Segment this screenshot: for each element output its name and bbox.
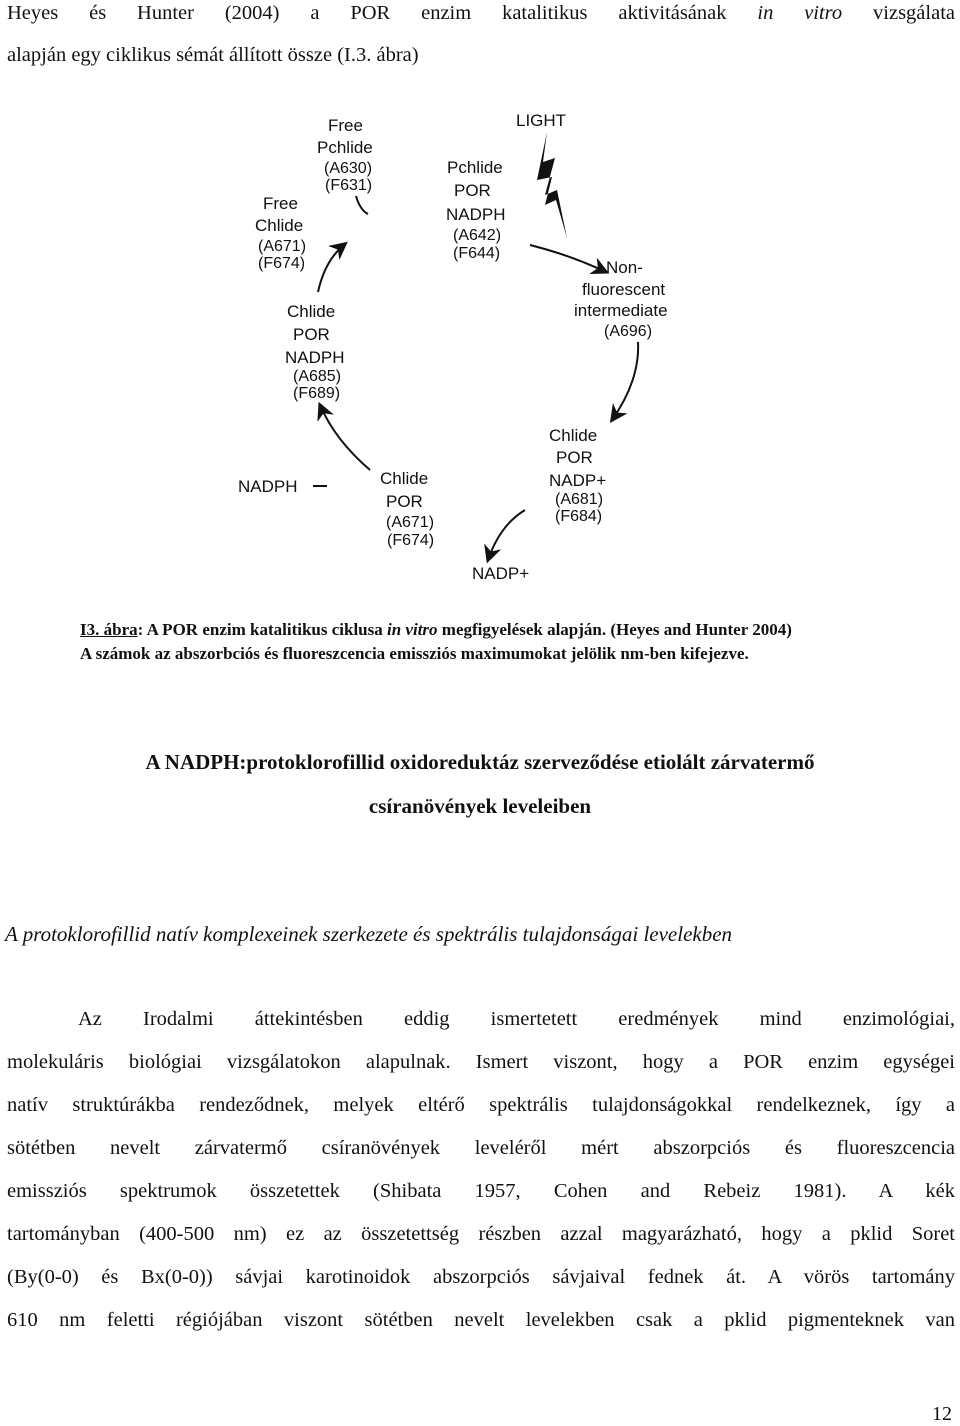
caption-text: : A POR enzim katalitikus ciklusa	[137, 620, 387, 639]
light-label: LIGHT	[516, 111, 567, 130]
svg-text:(A681): (A681)	[555, 491, 604, 508]
svg-text:intermediate: intermediate	[574, 301, 668, 320]
svg-text:(F674): (F674)	[387, 532, 435, 549]
svg-text:(A642): (A642)	[453, 227, 502, 244]
caption-emphasis: in vitro	[387, 620, 438, 639]
svg-text:(F631): (F631)	[325, 177, 373, 194]
body-line: Az Irodalmi áttekintésben eddig ismertetett eredmények mind enzimológiai,	[78, 1008, 955, 1030]
caption-text: megfigyelések alapján. (Heyes and Hunter 2004)	[437, 620, 792, 639]
arrow-to-intermediate-icon	[530, 245, 606, 272]
svg-text:POR: POR	[556, 448, 593, 467]
svg-text:Chlide: Chlide	[287, 302, 336, 321]
svg-text:Non-: Non-	[606, 258, 643, 277]
body-line: 610 nm feletti régiójában viszont sötétben nevelt levelekben csak a pklid pigmenteknek van	[7, 1309, 955, 1331]
light-bolt-icon	[537, 132, 567, 238]
body-line: sötétben nevelt zárvatermő csíranövények leveléről mért abszorpciós és fluoreszcencia	[7, 1137, 955, 1159]
svg-text:(F689): (F689)	[293, 385, 341, 402]
svg-text:(A671): (A671)	[386, 514, 435, 531]
svg-text:(A630): (A630)	[324, 160, 373, 177]
svg-text:NADPH: NADPH	[285, 348, 345, 367]
svg-text:Chlide: Chlide	[380, 469, 429, 488]
svg-text:(A696): (A696)	[604, 323, 653, 340]
section-heading-line-1: A NADPH:protoklorofillid oxidoreduktáz szerveződése etiolált zárvatermő	[145, 750, 815, 774]
svg-text:fluorescent: fluorescent	[582, 280, 666, 299]
svg-text:(F644): (F644)	[453, 245, 501, 262]
figure-caption-line-2: A számok az abszorbciós és fluoreszcencia emissziós maximumokat jelölik nm-ben kifejezve.	[80, 644, 749, 663]
svg-text:Pchlide: Pchlide	[447, 158, 503, 177]
arrow-to-chlide-nadp-icon	[612, 342, 638, 420]
body-line: natív struktúrákba rendeződnek, melyek eltérő spektrális tulajdonságokkal rendelkeznek, így a	[7, 1094, 955, 1116]
svg-text:(F684): (F684)	[555, 508, 603, 525]
svg-text:Chlide: Chlide	[255, 216, 304, 235]
intro-text: vizsgálata	[842, 2, 955, 24]
figure-caption-line-1	[80, 620, 792, 640]
svg-text:NADPH: NADPH	[446, 205, 506, 224]
svg-text:(A685): (A685)	[293, 368, 342, 385]
figure-label: I3. ábra	[80, 620, 138, 639]
intro-emphasis: in vitro	[757, 2, 843, 24]
chlide-por-nadp-node	[549, 426, 606, 525]
intro-text: Heyes és Hunter (2004) a POR enzim katalitikus aktivitásának	[7, 2, 758, 24]
por-cycle-diagram	[0, 0, 960, 600]
arrow-chlide-release-icon	[318, 244, 345, 292]
section-heading-line-2: csíranövények leveleiben	[368, 794, 592, 818]
body-line: tartományban (400-500 nm) ez az összetettség részben azzal magyarázható, hogy a pklid Soret	[7, 1223, 955, 1245]
chlide-por-nadph-node	[285, 302, 345, 402]
nadp-output-label: NADP+	[472, 564, 530, 583]
arrow-free-pchlide-to-pchlide	[356, 196, 368, 214]
body-line: (By(0-0) és Bx(0-0)) sávjai karotinoidok abszorpciós sávjaival fednek át. A vörös tartomány	[7, 1266, 955, 1288]
free-chlide-node	[255, 194, 306, 272]
svg-text:Free: Free	[263, 194, 298, 213]
chlide-por-node	[380, 469, 434, 549]
svg-text:POR: POR	[293, 325, 330, 344]
svg-text:Free: Free	[328, 116, 363, 135]
nadph-input-label: NADPH	[238, 477, 298, 496]
svg-text:Chlide: Chlide	[549, 426, 598, 445]
free-pchlide-node	[317, 116, 373, 194]
svg-text:NADP+: NADP+	[549, 471, 607, 490]
nonfluorescent-intermediate-node	[574, 258, 668, 340]
body-line: emissziós spektrumok összetettek (Shibata 1957, Cohen and Rebeiz 1981). A kék	[7, 1180, 955, 1202]
body-line: molekuláris biológiai vizsgálatokon alapulnak. Ismert viszont, hogy a POR enzim egységei	[7, 1051, 955, 1073]
svg-text:(A671): (A671)	[258, 238, 307, 255]
arrow-nadph-binding-icon	[320, 405, 370, 470]
svg-text:(F674): (F674)	[258, 255, 306, 272]
intro-line-2: alapján egy ciklikus sémát állított össze (I.3. ábra)	[7, 44, 419, 66]
arrow-release-nadp-icon	[488, 510, 525, 560]
page-number: 12	[932, 1403, 952, 1425]
subsection-heading: A protoklorofillid natív komplexeinek szerkezete és spektrális tulajdonságai levelekben	[5, 922, 733, 946]
svg-text:POR: POR	[386, 492, 423, 511]
svg-text:Pchlide: Pchlide	[317, 138, 373, 157]
pchlide-por-nadph-node	[446, 158, 506, 262]
svg-text:POR: POR	[454, 181, 491, 200]
